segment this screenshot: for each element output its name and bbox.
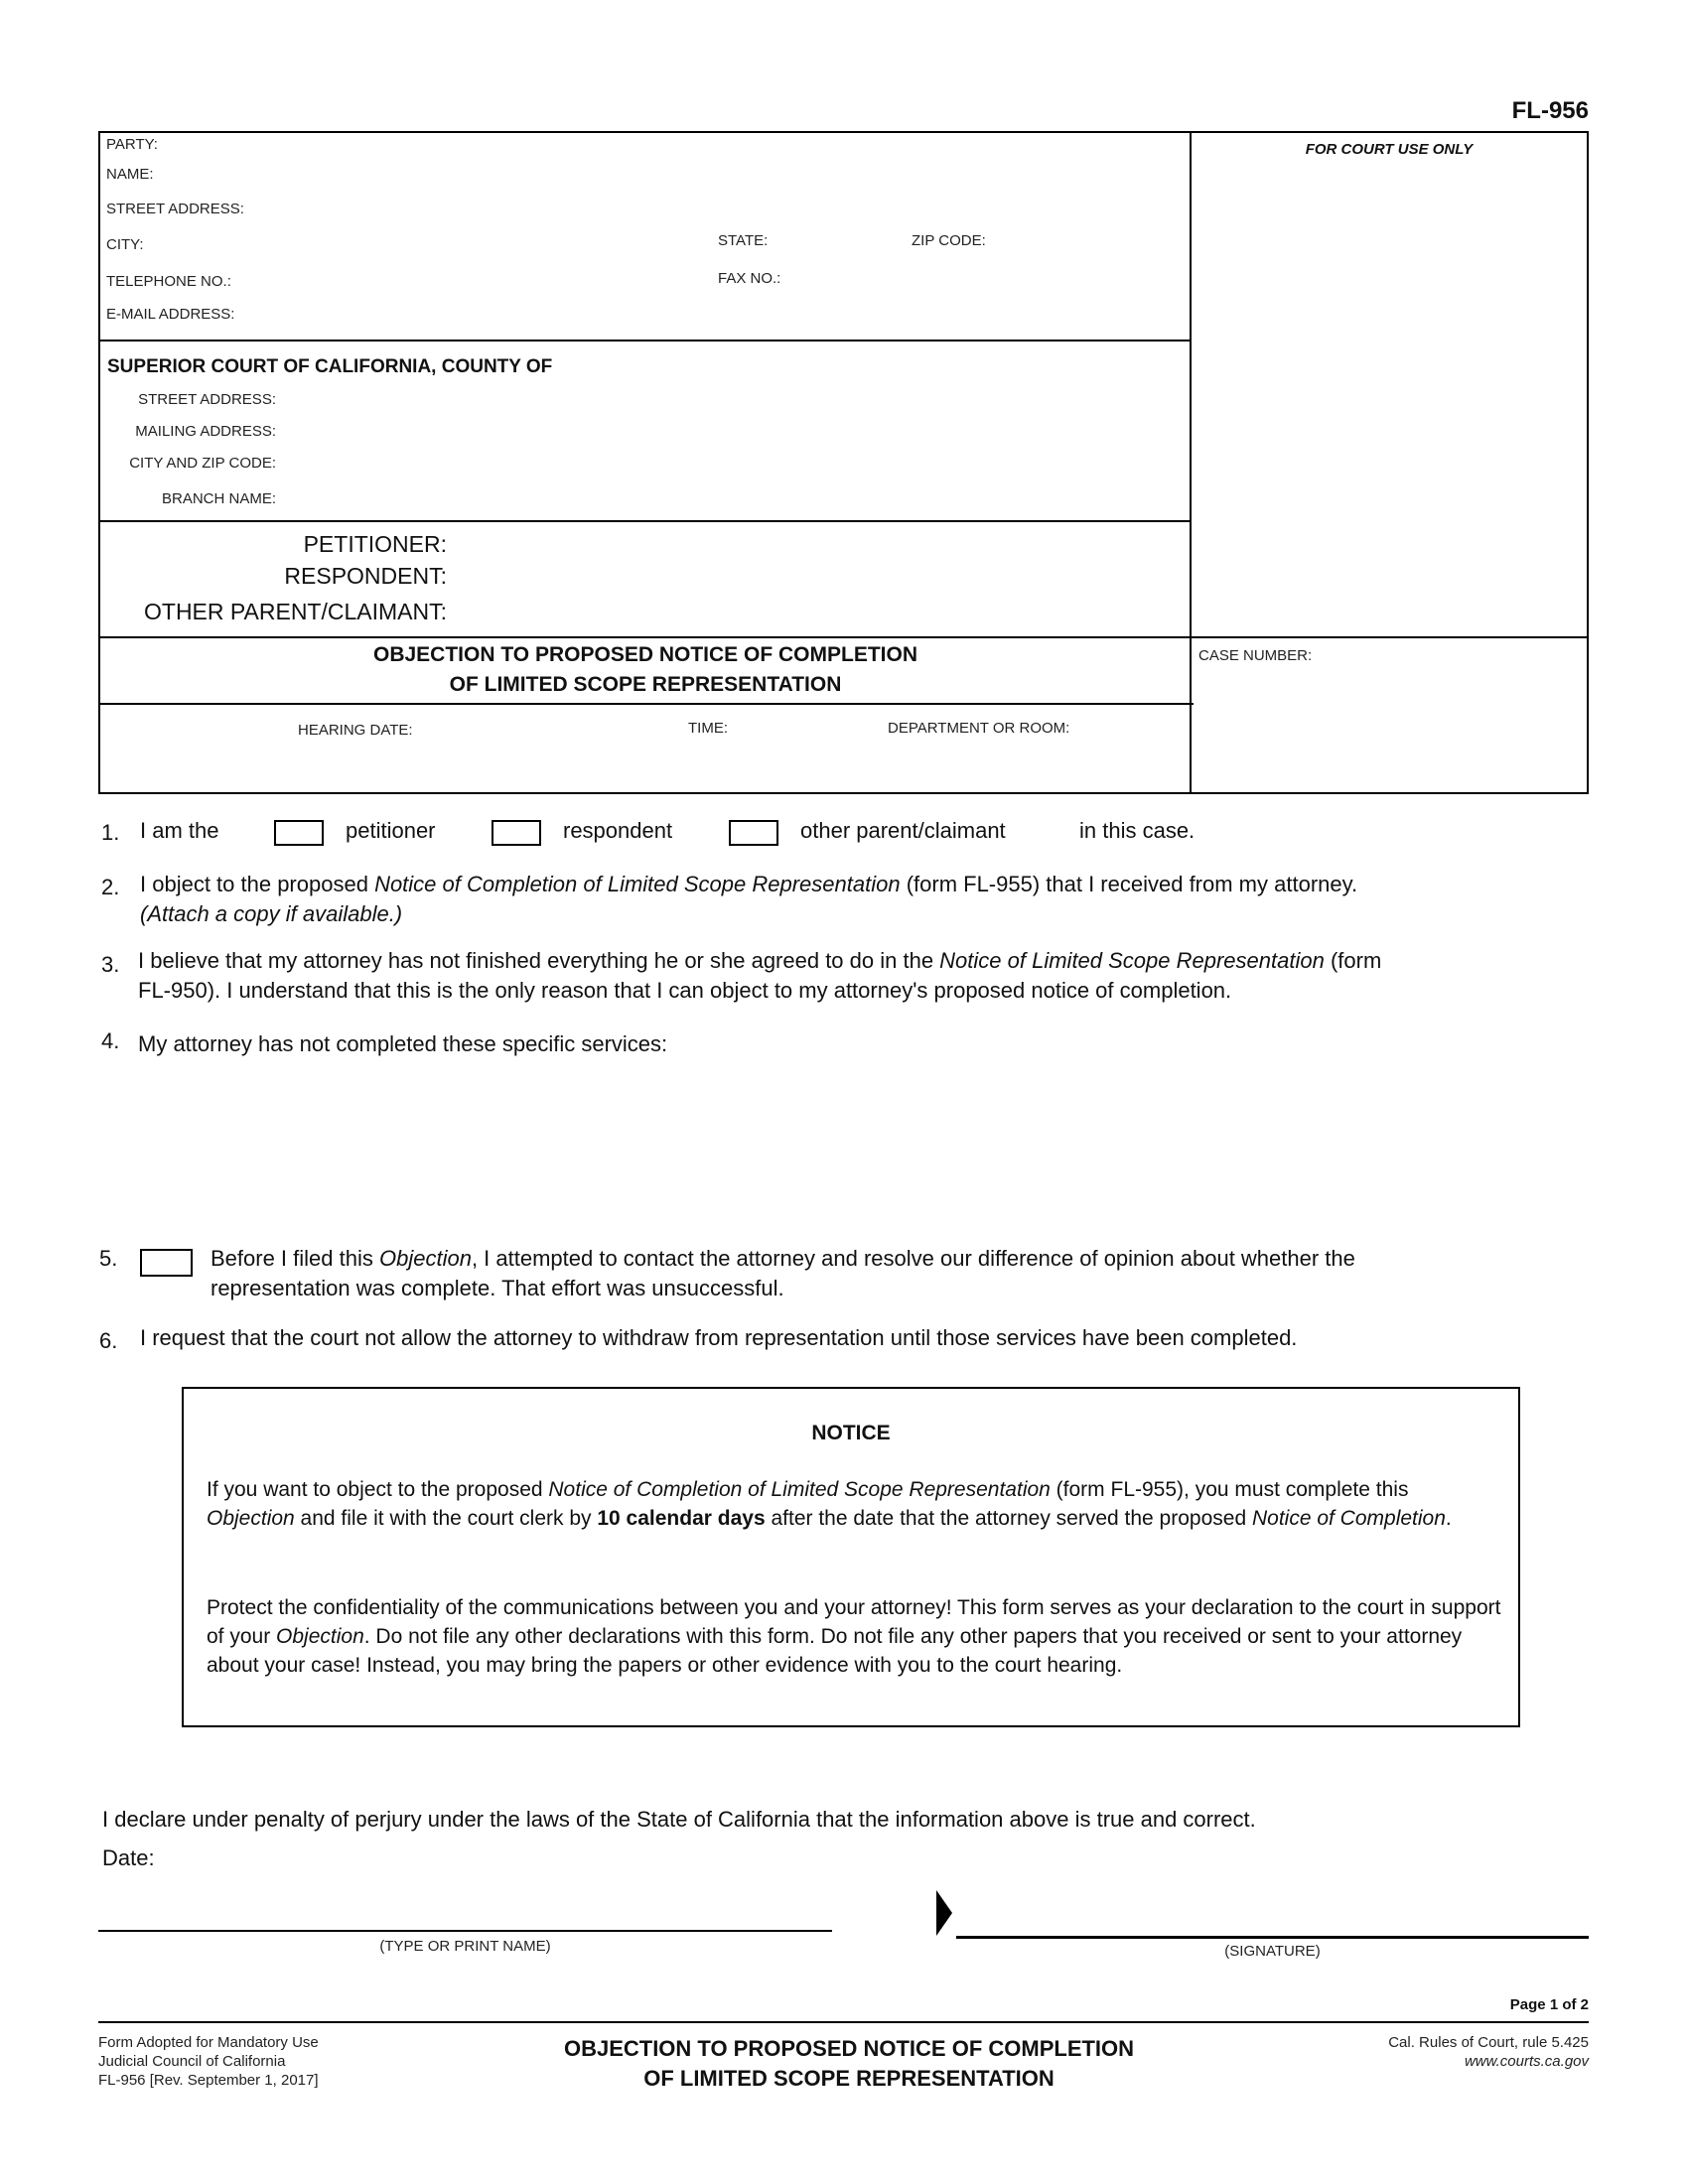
- court-mailing-label: MAILING ADDRESS:: [135, 423, 276, 440]
- party-phone-label: TELEPHONE NO.:: [106, 273, 231, 290]
- signature-arrow-icon: [936, 1890, 952, 1936]
- hearing-time-label: TIME:: [688, 720, 728, 737]
- notice-paragraph-1: [207, 1475, 1502, 1533]
- header-top-rule: [98, 131, 1588, 133]
- item-3-text-a: I believe that my attorney has not finished everything he or she agreed to do in the: [138, 948, 940, 973]
- notice-p1c: (form FL-955), you must complete this: [1050, 1478, 1409, 1501]
- court-city-zip-label: CITY AND ZIP CODE:: [129, 455, 276, 472]
- item-1-opt-respondent: respondent: [563, 818, 673, 843]
- notice-p1h: Notice of Completion: [1251, 1507, 1446, 1530]
- notice-p1b: Notice of Completion of Limited Scope Representation: [548, 1478, 1051, 1501]
- hearing-date-label: HEARING DATE:: [298, 722, 413, 739]
- court-street-label: STREET ADDRESS:: [138, 391, 276, 408]
- footer-right: [1291, 2033, 1589, 2071]
- party-email-label: E-MAIL ADDRESS:: [106, 306, 235, 323]
- party-street-label: STREET ADDRESS:: [106, 201, 244, 217]
- item-4-number: 4.: [101, 1028, 120, 1053]
- item-6-number: 6.: [99, 1328, 118, 1353]
- item-4-text: My attorney has not completed these specific services:: [138, 1031, 668, 1056]
- print-name-label: (TYPE OR PRINT NAME): [379, 1938, 551, 1955]
- other-parent-label: OTHER PARENT/CLAIMANT:: [144, 599, 447, 624]
- print-name-line[interactable]: [98, 1930, 832, 1932]
- notice-p1d: Objection: [207, 1507, 295, 1530]
- footer-website-link[interactable]: www.courts.ca.gov: [1464, 2053, 1589, 2070]
- item-2-line1: [140, 870, 1570, 899]
- notice-p1i: .: [1445, 1507, 1452, 1530]
- notice-box: [182, 1387, 1520, 1727]
- date-label: Date:: [102, 1845, 155, 1870]
- page-number: Page 1 of 2: [1509, 1996, 1589, 2013]
- footer-left-line1: Form Adopted for Mandatory Use: [98, 2034, 319, 2051]
- item-6-text: I request that the court not allow the attorney to withdraw from representation until those services have been completed.: [140, 1325, 1298, 1350]
- declaration-text: I declare under penalty of perjury under the laws of the State of California that the information above is true and correct.: [102, 1807, 1256, 1832]
- signature-label: (SIGNATURE): [1224, 1943, 1321, 1960]
- court-branch-label: BRANCH NAME:: [161, 490, 276, 507]
- item-3-line1: [138, 946, 1578, 976]
- item-2-number: 2.: [101, 875, 120, 899]
- item-2-line2: (Attach a copy if available.): [140, 901, 403, 926]
- form-number: FL-956: [1511, 97, 1589, 124]
- item-2-text-a: I object to the proposed: [140, 872, 375, 896]
- item-1-opt-other-parent: other parent/claimant: [800, 818, 1006, 843]
- form-title-line2: OF LIMITED SCOPE REPRESENTATION: [449, 673, 842, 696]
- parties-section-rule: [98, 636, 1589, 638]
- item-5-number: 5.: [99, 1246, 118, 1271]
- case-number-label: CASE NUMBER:: [1198, 647, 1313, 664]
- party-city-label: CITY:: [106, 236, 144, 253]
- notice-p2c: . Do not file any other declarations with this form. Do not file any other papers that you received or sent to your attorney about your case! Instead, you may bring the papers or other evidence with you to the court hearing.: [207, 1625, 1463, 1677]
- respondent-label: RESPONDENT:: [284, 563, 447, 589]
- checkbox-respondent[interactable]: [492, 820, 541, 846]
- item-1-lead: I am the: [140, 818, 219, 843]
- footer-title-line2: OF LIMITED SCOPE REPRESENTATION: [643, 2066, 1055, 2091]
- title-section-rule: [98, 703, 1194, 705]
- notice-paragraph-2: [207, 1593, 1502, 1680]
- item-1-tail: in this case.: [1079, 818, 1196, 843]
- notice-p1f: 10 calendar days: [597, 1507, 766, 1530]
- header-right-rule: [1587, 131, 1589, 794]
- checkbox-other-parent[interactable]: [729, 820, 778, 846]
- item-3-number: 3.: [101, 952, 120, 977]
- party-fax-label: FAX NO.:: [718, 270, 781, 287]
- hearing-dept-label: DEPARTMENT OR ROOM:: [888, 720, 1070, 737]
- item-2-text-c: (form FL-955) that I received from my attorney.: [900, 872, 1358, 896]
- court-section-rule: [98, 520, 1192, 522]
- checkbox-petitioner[interactable]: [274, 820, 324, 846]
- item-3-text-c: (form: [1324, 948, 1382, 973]
- footer-left-line2: Judicial Council of California: [98, 2053, 286, 2070]
- party-zip-label: ZIP CODE:: [912, 232, 986, 249]
- item-3-line2: FL-950). I understand that this is the only reason that I can object to my attorney's proposed notice of completion.: [138, 978, 1232, 1003]
- footer-rule: [98, 2021, 1589, 2023]
- footer-rules-citation: Cal. Rules of Court, rule 5.425: [1388, 2034, 1589, 2051]
- item-5-line2: representation was complete. That effort was unsuccessful.: [211, 1276, 784, 1300]
- item-5-text-c: , I attempted to contact the attorney and resolve our difference of opinion about whether the: [471, 1246, 1355, 1271]
- petitioner-label: PETITIONER:: [303, 531, 447, 557]
- name-label: NAME:: [106, 166, 154, 183]
- notice-heading: NOTICE: [811, 1422, 891, 1444]
- footer-left: [98, 2033, 319, 2090]
- notice-p1g: after the date that the attorney served the proposed: [765, 1507, 1252, 1530]
- item-5-text-b: Objection: [378, 1246, 472, 1271]
- item-1-opt-petitioner: petitioner: [346, 818, 436, 843]
- footer-title-line1: OBJECTION TO PROPOSED NOTICE OF COMPLETION: [563, 2036, 1135, 2061]
- item-5-line1: [211, 1244, 1591, 1274]
- item-1-number: 1.: [101, 820, 120, 845]
- court-use-only-label: FOR COURT USE ONLY: [1305, 141, 1474, 158]
- court-heading: SUPERIOR COURT OF CALIFORNIA, COUNTY OF: [107, 356, 553, 377]
- party-section-rule: [98, 340, 1192, 341]
- item-5-text-a: Before I filed this: [211, 1246, 379, 1271]
- checkbox-attempted-contact[interactable]: [140, 1249, 193, 1277]
- party-state-label: STATE:: [718, 232, 769, 249]
- footer-left-line3: FL-956 [Rev. September 1, 2017]: [98, 2072, 319, 2089]
- form-title-line1: OBJECTION TO PROPOSED NOTICE OF COMPLETION: [373, 643, 917, 666]
- party-label: PARTY:: [106, 136, 158, 153]
- header-bottom-rule: [98, 792, 1589, 794]
- notice-p2b: Objection: [276, 1625, 364, 1648]
- notice-p1e: and file it with the court clerk by: [294, 1507, 598, 1530]
- footer-title: [427, 2034, 1271, 2094]
- item-3-text-b: Notice of Limited Scope Representation: [939, 948, 1325, 973]
- item-2-text-b: Notice of Completion of Limited Scope Representation: [374, 872, 901, 896]
- signature-line[interactable]: [956, 1936, 1589, 1939]
- notice-p1a: If you want to object to the proposed: [207, 1478, 549, 1501]
- notice-p2a: Protect the confidentiality of the communications between you and your attorney! This form serves as your declaration to the court in support of your: [207, 1596, 1501, 1648]
